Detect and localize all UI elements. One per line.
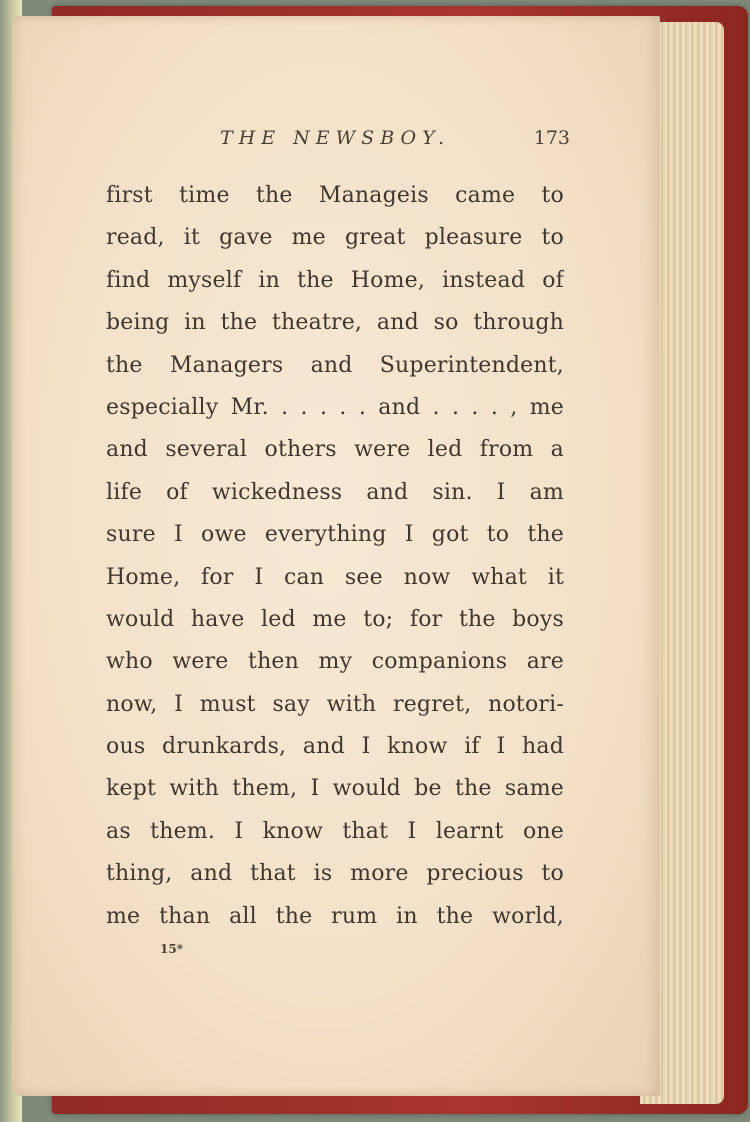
text-line: the Managers and Superintendent, — [106, 352, 564, 378]
running-head-title: THE NEWSBOY. — [220, 127, 451, 149]
text-line: as them. I know that I learnt one — [106, 818, 564, 844]
text-line: read, it gave me great pleasure to — [106, 225, 564, 251]
signature-mark: 15* — [160, 942, 183, 956]
text-line: being in the theatre, and so through — [106, 310, 564, 336]
text-line: Home, for I can see now what it — [106, 564, 564, 590]
text-line: would have led me to; for the boys — [106, 606, 564, 632]
text-line: now, I must say with regret, notori- — [106, 691, 564, 717]
text-line: kept with them, I would be the same — [106, 776, 564, 802]
text-line: life of wickedness and sin. I am — [106, 479, 564, 505]
text-line: ous drunkards, and I know if I had — [106, 734, 564, 760]
body-text — [106, 175, 564, 938]
text-line: especially Mr. . . . . . and . . . . , me — [106, 394, 564, 420]
text-line: thing, and that is more precious to — [106, 861, 564, 887]
text-line: find myself in the Home, instead of — [106, 267, 564, 293]
text-line: who were then my companions are — [106, 649, 564, 675]
text-line: and several others were led from a — [106, 437, 564, 463]
text-line: sure I owe everything I got to the — [106, 522, 564, 548]
text-line: me than all the rum in the world, — [106, 903, 564, 929]
text-line: first time the Manageis came to — [106, 183, 564, 208]
page-number: 173 — [533, 127, 570, 149]
running-head — [220, 125, 580, 155]
